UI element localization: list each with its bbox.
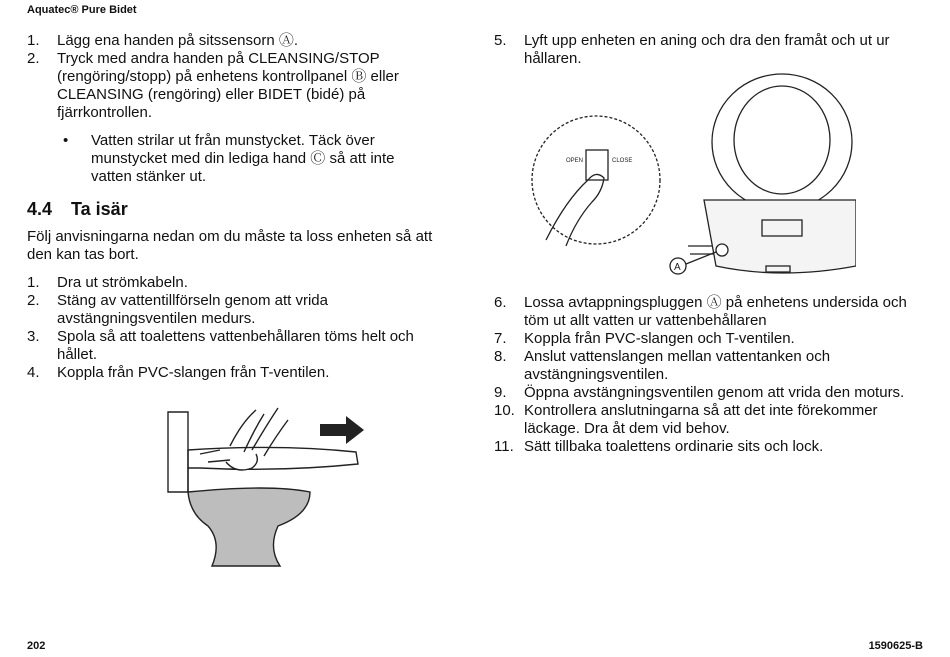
list-item <box>494 32 918 68</box>
step5-list <box>494 32 918 68</box>
tank-outline <box>168 412 188 492</box>
step-text: Tryck med andra handen på CLEANSING/STOP (rengöring/stopp) på enhetens kontrollpanel Ⓑ eller CLEANSING (rengöring) eller BIDET (bidé) på fjärrkontrollen. <box>57 50 399 121</box>
bullet-text: Vatten strilar ut från munstycket. Täck över munstycket med din lediga hand Ⓒ så att inte vatten stänker ut. <box>91 132 395 185</box>
callout-a-label: A <box>674 262 681 273</box>
section-title-text: Ta isär <box>71 199 128 219</box>
step-number: 1. <box>27 274 40 291</box>
list-item <box>494 438 918 456</box>
list-item <box>27 132 439 186</box>
list-item <box>27 50 439 122</box>
seat-inner <box>734 86 830 194</box>
drain-plug-illustration <box>526 70 856 280</box>
open-label: OPEN <box>566 158 584 164</box>
step-text: Lyft upp enheten en aning och dra den framåt och ut ur hållaren. <box>524 32 890 67</box>
step-number: 10. <box>494 402 515 419</box>
step-text: Koppla från PVC-slangen och T-ventilen. <box>524 330 795 347</box>
step-text: Stäng av vattentillförseln genom att vrida avstängningsventilen medurs. <box>57 292 328 327</box>
intro-steps-list <box>27 32 439 122</box>
step-text: Dra ut strömkabeln. <box>57 274 188 291</box>
intro-paragraph: Följ anvisningarna nedan om du måste ta loss enheten så att den kan tas bort. <box>27 228 433 263</box>
step-number: 8. <box>494 348 507 365</box>
step-text: Kontrollera anslutningarna så att det inte förekommer läckage. Dra åt dem vid behov. <box>524 402 878 437</box>
step-text: Lägg ena handen på sitssensorn Ⓐ. <box>57 32 299 49</box>
document-code: 1590625-B <box>868 640 923 652</box>
reassembly-steps-list <box>494 294 918 456</box>
drain-plug <box>716 244 728 256</box>
step-text: Lossa avtappningspluggen Ⓐ på enhetens undersida och töm ut allt vatten ur vattenbehållaren <box>524 294 907 329</box>
list-item <box>494 384 918 402</box>
step-number: 1. <box>27 32 40 49</box>
list-item <box>494 402 918 438</box>
right-column <box>494 32 918 68</box>
hand-right <box>252 408 288 456</box>
toilet-removal-illustration <box>160 402 370 572</box>
left-column <box>27 32 439 382</box>
step-text: Koppla från PVC-slangen från T-ventilen. <box>57 364 330 381</box>
section-number: 4.4 <box>27 199 53 219</box>
list-item <box>27 274 439 292</box>
bullet-icon: • <box>63 132 69 149</box>
list-item <box>494 348 918 384</box>
step-number: 5. <box>494 32 507 49</box>
arrow-right-icon <box>320 416 364 444</box>
page-number: 202 <box>27 640 46 652</box>
step-number: 11. <box>494 438 514 455</box>
step-number: 4. <box>27 364 40 381</box>
step-number: 7. <box>494 330 507 347</box>
running-header: Aquatec® Pure Bidet <box>27 4 137 16</box>
list-item <box>27 328 439 364</box>
step-text: Sätt tillbaka toalettens ordinarie sits och lock. <box>524 438 824 455</box>
step-number: 9. <box>494 384 507 401</box>
step-number: 3. <box>27 328 40 345</box>
step-number: 2. <box>27 292 40 309</box>
section-heading <box>27 200 439 218</box>
list-item <box>494 330 918 348</box>
disassembly-steps-list <box>27 274 439 382</box>
step-number: 6. <box>494 294 507 311</box>
close-label: CLOSE <box>612 158 633 164</box>
step-text: Anslut vattenslangen mellan vattentanken och avstängningsventilen. <box>524 348 831 383</box>
step-text: Spola så att toalettens vattenbehållaren töms helt och hållet. <box>57 328 414 363</box>
toilet-bowl <box>188 488 310 566</box>
list-item <box>27 364 439 382</box>
right-steps-list-container <box>494 294 918 456</box>
step-number: 2. <box>27 50 40 67</box>
bullet-list <box>27 132 439 186</box>
hand-left <box>230 410 264 452</box>
hand-detail <box>546 174 604 246</box>
list-item <box>494 294 918 330</box>
seat-outer <box>712 74 852 210</box>
step-text: Öppna avstängningsventilen genom att vrida den moturs. <box>524 384 905 401</box>
list-item <box>27 292 439 328</box>
list-item <box>27 32 439 50</box>
